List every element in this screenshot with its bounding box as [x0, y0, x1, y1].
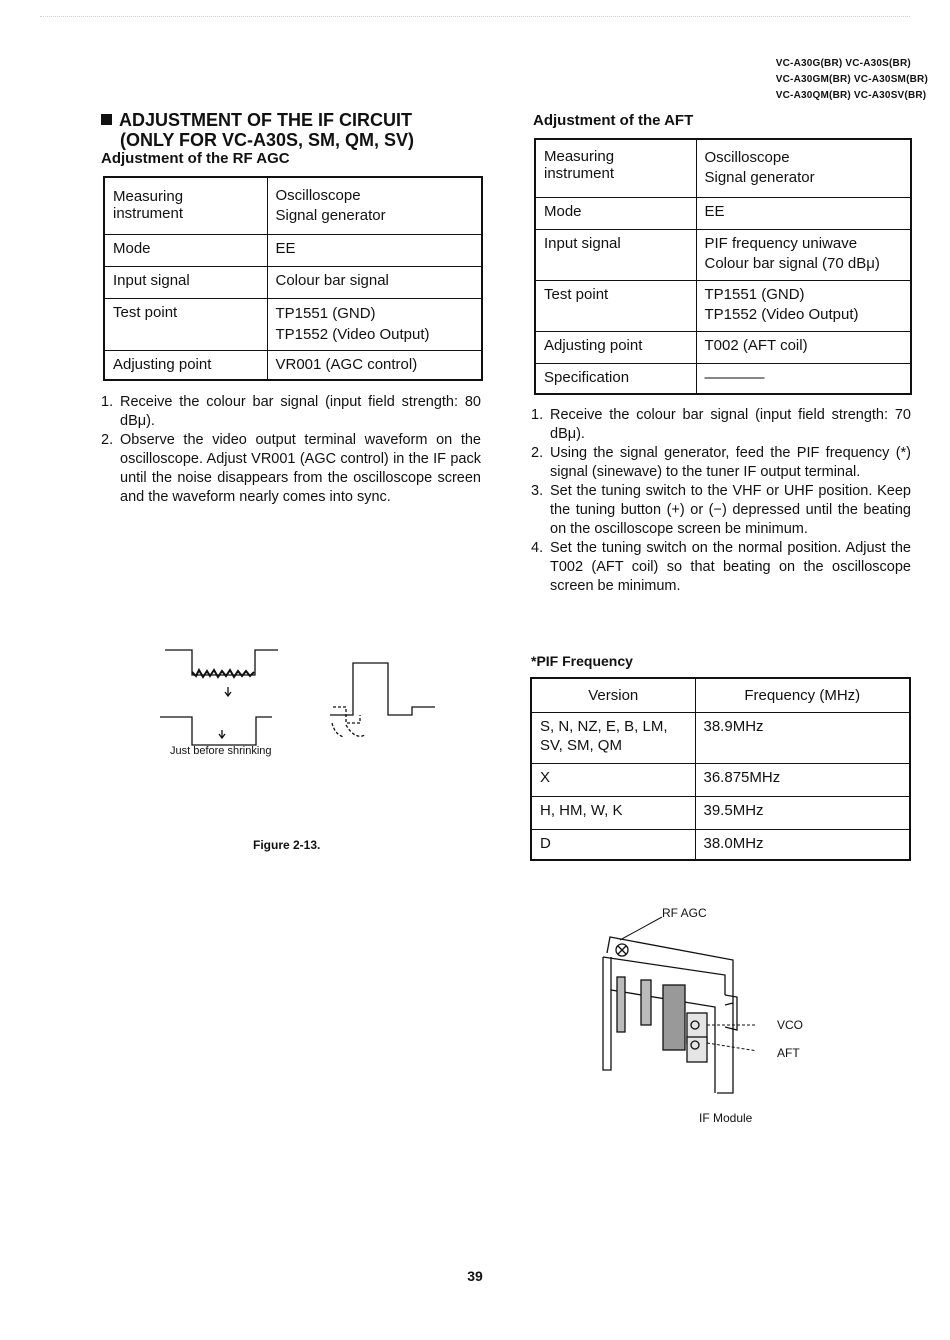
table-row	[535, 139, 911, 197]
row-label: Test point	[535, 280, 696, 331]
aft-steps	[531, 406, 911, 596]
row-value: Oscilloscope Signal generator	[267, 177, 482, 234]
module-caption: IF Module	[699, 1111, 753, 1125]
row-value: Oscilloscope Signal generator	[696, 139, 911, 197]
list-item: 2. Using the signal generator, feed the PIF frequency (*) signal (sinewave) to the tuner IF output terminal.	[531, 445, 911, 480]
bullet-square-icon	[101, 114, 112, 125]
row-label: Adjusting point	[535, 331, 696, 363]
row-value: ————	[696, 363, 911, 394]
figure-caption: Just before shrinking	[170, 745, 272, 757]
list-item: 2. Observe the video output terminal waveform on the oscilloscope. Adjust VR001 (AGC control) in the IF pack until the noise disappears from the oscilloscope screen and the waveform nearly comes into sync.	[101, 432, 481, 505]
row-value: VR001 (AGC control)	[267, 350, 482, 380]
list-item: 1. Receive the colour bar signal (input field strength: 80 dBμ).	[101, 394, 481, 429]
page-number: 39	[467, 1268, 483, 1284]
pif-table	[530, 677, 911, 861]
row-value: T002 (AFT coil)	[696, 331, 911, 363]
pif-title: *PIF Frequency	[531, 653, 633, 669]
table-row	[531, 763, 910, 796]
version-cell: D	[531, 829, 695, 860]
table-row	[104, 177, 482, 234]
model-codes	[776, 56, 928, 104]
row-label: Input signal	[104, 266, 267, 298]
row-value: Colour bar signal	[267, 266, 482, 298]
table-row	[535, 363, 911, 394]
scan-artifact-line	[40, 16, 910, 17]
row-value: EE	[267, 234, 482, 266]
row-label: Adjusting point	[104, 350, 267, 380]
model-code-line: VC-A30QM(BR) VC-A30SV(BR)	[775, 90, 927, 101]
figure-label: Figure 2-13.	[253, 838, 321, 852]
row-value: TP1551 (GND) TP1552 (Video Output)	[267, 298, 482, 350]
table-row	[531, 796, 910, 829]
frequency-cell: 38.9MHz	[695, 712, 910, 763]
row-label: Input signal	[535, 229, 696, 280]
row-label: Mode	[104, 234, 267, 266]
table-row	[104, 234, 482, 266]
row-label: Mode	[535, 197, 696, 229]
table-row	[535, 280, 911, 331]
noise-band	[192, 670, 254, 677]
table-row	[104, 298, 482, 350]
row-label: Measuring instrument	[104, 177, 267, 234]
section-title-line1: ADJUSTMENT OF THE IF CIRCUIT	[119, 110, 412, 130]
column-header: Frequency (MHz)	[695, 678, 910, 712]
table-row	[535, 229, 911, 280]
waveform-clean	[160, 717, 272, 745]
section-title	[101, 110, 414, 150]
table-row	[104, 266, 482, 298]
version-cell: S, N, NZ, E, B, LM, SV, SM, QM	[531, 712, 695, 763]
frequency-cell: 36.875MHz	[695, 763, 910, 796]
rf-agc-title: Adjustment of the RF AGC	[101, 150, 290, 167]
aft-table	[534, 138, 912, 395]
column-header: Version	[531, 678, 695, 712]
row-label: Measuring instrument	[535, 139, 696, 197]
table-row	[531, 712, 910, 763]
frequency-cell: 38.0MHz	[695, 829, 910, 860]
row-value: EE	[696, 197, 911, 229]
table-row	[535, 197, 911, 229]
version-cell: H, HM, W, K	[531, 796, 695, 829]
list-item: 4. Set the tuning switch on the normal position. Adjust the T002 (AFT coil) so that beating on the oscilloscope screen be minimum.	[531, 540, 911, 594]
vco-callout: VCO	[777, 1018, 804, 1032]
rf-agc-steps	[101, 393, 481, 507]
table-row	[535, 331, 911, 363]
row-value: TP1551 (GND) TP1552 (Video Output)	[696, 280, 911, 331]
row-label: Test point	[104, 298, 267, 350]
table-row	[531, 829, 910, 860]
table-row	[104, 350, 482, 380]
list-item: 3. Set the tuning switch to the VHF or UHF position. Keep the tuning button (+) or (−) depressed until the beating on the oscilloscope screen be minimum.	[531, 483, 911, 537]
model-code-line: VC-A30GM(BR) VC-A30SM(BR)	[775, 74, 928, 85]
model-code-line: VC-A30G(BR) VC-A30S(BR)	[775, 58, 911, 69]
aft-title: Adjustment of the AFT	[533, 112, 694, 129]
table-header-row	[531, 678, 910, 712]
frequency-cell: 39.5MHz	[695, 796, 910, 829]
version-cell: X	[531, 763, 695, 796]
row-label: Specification	[535, 363, 696, 394]
row-value: PIF frequency uniwave Colour bar signal (70 dBμ)	[696, 229, 911, 280]
list-item: 1. Receive the colour bar signal (input field strength: 70 dBμ).	[531, 407, 911, 442]
aft-callout: AFT	[777, 1046, 800, 1060]
if-module-drawing	[595, 915, 755, 1100]
rf-agc-callout: RF AGC	[662, 906, 707, 920]
section-title-line2: (ONLY FOR VC-A30S, SM, QM, SV)	[120, 130, 415, 150]
rf-agc-table	[103, 176, 483, 381]
